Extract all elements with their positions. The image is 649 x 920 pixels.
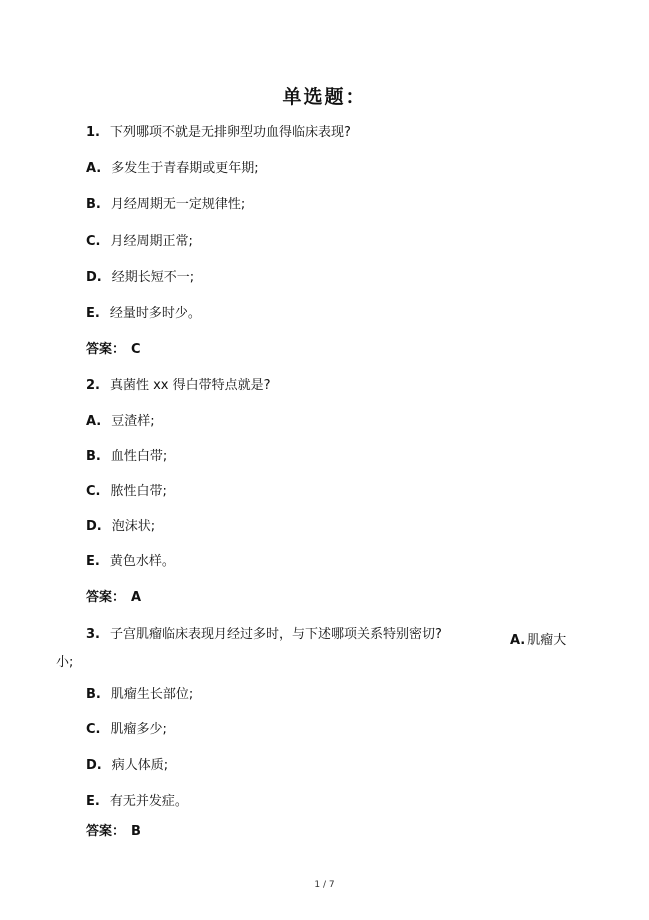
option-letter: D. (86, 758, 102, 773)
option-letter: C. (86, 722, 101, 737)
question-number: 1. (86, 125, 100, 140)
option-text: 血性白带; (110, 449, 168, 464)
option-letter: C. (86, 484, 101, 499)
option-text: 黄色水样。 (109, 554, 175, 569)
q1-option-c (86, 233, 193, 251)
answer-label: 答案： (86, 342, 126, 357)
q3-option-a-wrap: 小; (56, 655, 74, 670)
q3-option-b (86, 686, 193, 704)
question-text: 下列哪项不就是无排卵型功血得临床表现? (109, 125, 351, 140)
q1-answer (86, 341, 141, 359)
q2-answer (86, 589, 141, 607)
q2-option-d (86, 518, 155, 536)
option-letter: C. (86, 234, 101, 249)
q3-option-a (510, 629, 566, 648)
option-letter: E. (86, 794, 100, 809)
q3-option-d (86, 757, 168, 775)
page-title: 单选题： (282, 86, 367, 108)
question-text: 子宫肌瘤临床表现月经过多时，与下述哪项关系特别密切? (109, 627, 442, 642)
option-letter: B. (86, 687, 101, 702)
option-letter: B. (86, 449, 101, 464)
q2-option-e (86, 553, 175, 571)
q3-option-c (86, 721, 167, 739)
question-number: 3. (86, 627, 100, 642)
question-1 (86, 124, 351, 142)
q3-option-e (86, 793, 188, 811)
q2-option-a (86, 413, 155, 431)
q1-option-e (86, 305, 201, 323)
question-3 (86, 626, 442, 644)
option-letter: B. (86, 197, 101, 212)
option-letter: E. (86, 306, 100, 321)
option-letter: A. (86, 161, 102, 176)
question-2 (86, 377, 271, 395)
answer-label: 答案： (86, 590, 126, 605)
option-text: 肌瘤多少; (110, 722, 167, 737)
question-number: 2. (86, 378, 100, 393)
q3-answer (86, 823, 141, 841)
option-text: 经期长短不一; (111, 270, 195, 285)
option-letter: E. (86, 554, 100, 569)
option-text: 月经周期无一定规律性; (110, 197, 246, 212)
option-text: 经量时多时少。 (109, 306, 201, 321)
question-text: 真菌性 xx 得白带特点就是? (109, 378, 271, 393)
option-text: 有无并发症。 (109, 794, 188, 809)
answer-value: C (131, 342, 141, 357)
option-text: 月经周期正常; (110, 234, 193, 249)
option-text: 多发生于青春期或更年期; (111, 161, 259, 176)
option-letter: D. (86, 270, 102, 285)
option-text: 豆渣样; (111, 414, 155, 429)
option-text: 脓性白带; (110, 484, 167, 499)
q2-option-b (86, 448, 167, 466)
option-letter: A. (510, 633, 526, 648)
option-text: 肌瘤生长部位; (110, 687, 194, 702)
page-number: 1 / 7 (314, 880, 335, 890)
answer-label: 答案： (86, 824, 126, 839)
option-letter: D. (86, 519, 102, 534)
answer-value: B (131, 824, 141, 839)
option-text: 肌瘤大 (527, 633, 567, 648)
q1-option-d (86, 269, 194, 287)
q2-option-c (86, 483, 167, 501)
answer-value: A (131, 590, 142, 605)
q1-option-b (86, 196, 245, 214)
option-text: 病人体质; (111, 758, 169, 773)
option-letter: A. (86, 414, 102, 429)
q1-option-a (86, 160, 259, 178)
option-text: 泡沫状; (111, 519, 156, 534)
